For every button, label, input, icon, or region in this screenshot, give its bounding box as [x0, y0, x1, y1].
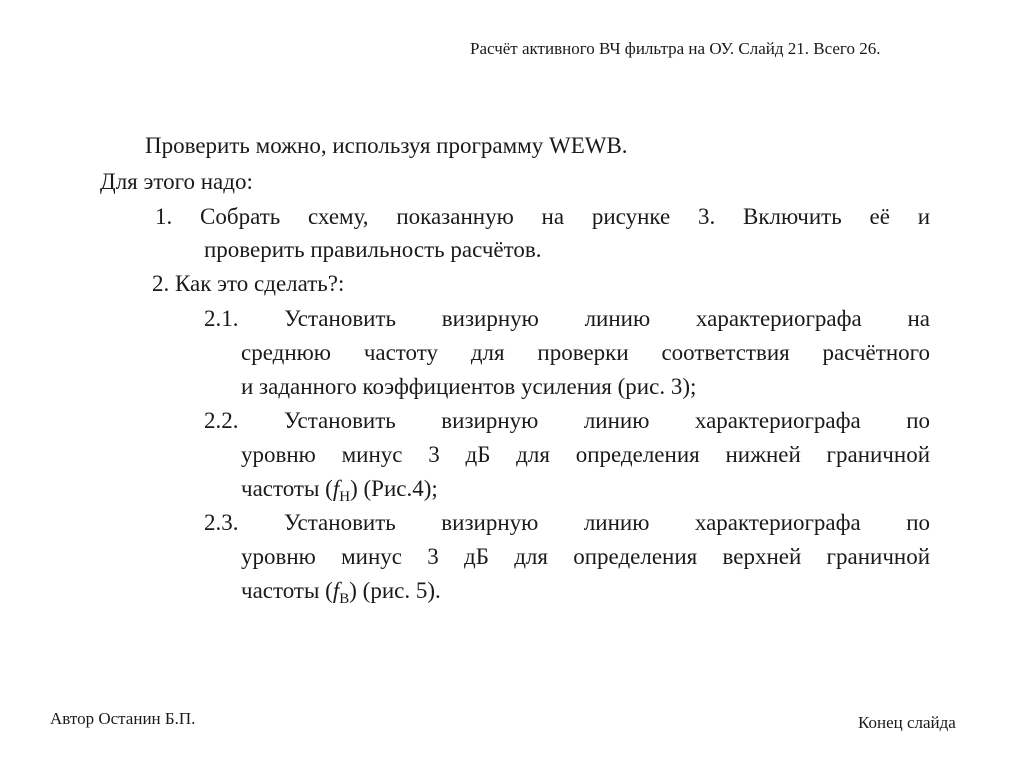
step-2-1-line-2: среднюю частоту для проверки соответствия расчётного [241, 340, 930, 365]
step-1-line-1: 1. Собрать схему, показанную на рисунке 3. Включить её и [155, 204, 930, 229]
frequency-symbol: f [332, 476, 340, 501]
step-2-heading: 2. Как это сделать?: [152, 271, 345, 296]
end-slide-link[interactable]: Конец слайда [858, 713, 956, 732]
step-2-3-line-1: 2.3. Установить визирную линию характериографа по [204, 510, 930, 535]
paren-text: частоты ( [241, 578, 333, 603]
step-1-line-2: проверить правильность расчётов. [204, 237, 542, 262]
figure-ref: ) (рис. 5). [349, 578, 441, 603]
lead-text: Для этого надо: [100, 169, 253, 194]
intro-text: Проверить можно, используя программу WEWB. [145, 133, 628, 158]
paren-text: частоты ( [241, 476, 333, 501]
step-2-2-line-2: уровню минус 3 дБ для определения нижней граничной [241, 442, 930, 467]
frequency-symbol: f [332, 578, 340, 603]
step-2-2-line-1: 2.2. Установить визирную линию характериографа по [204, 408, 930, 433]
step-2-3-line-2: уровню минус 3 дБ для определения верхней граничной [241, 544, 930, 569]
step-2-3-line-3 [241, 575, 441, 607]
step-2-1-line-1: 2.1. Установить визирную линию характериографа на [204, 306, 930, 331]
step-2-2-line-3 [241, 473, 438, 505]
author-label: Автор Останин Б.П. [50, 709, 196, 728]
frequency-subscript: Н [339, 489, 351, 505]
step-2-1-line-3: и заданного коэффициентов усиления (рис. 3); [241, 374, 697, 399]
frequency-subscript: В [339, 591, 350, 607]
figure-ref: ) (Рис.4); [350, 476, 438, 501]
slide-header: Расчёт активного ВЧ фильтра на ОУ. Слайд 21. Всего 26. [470, 39, 881, 58]
